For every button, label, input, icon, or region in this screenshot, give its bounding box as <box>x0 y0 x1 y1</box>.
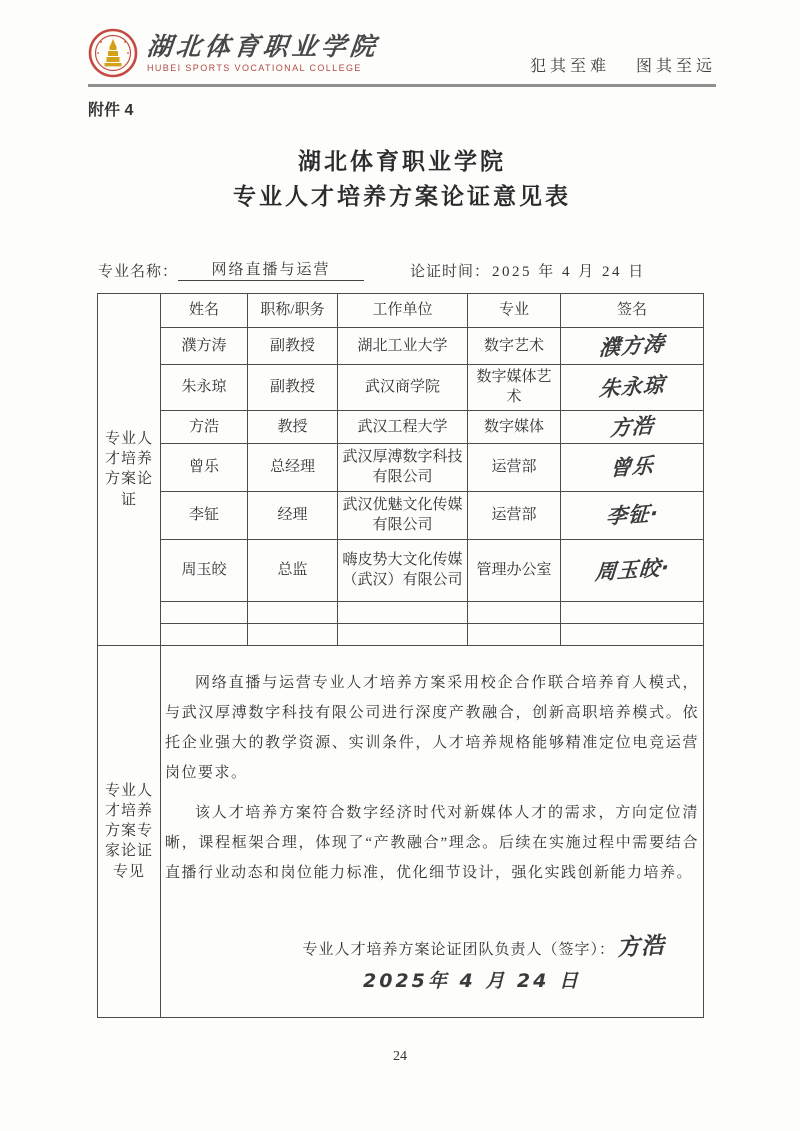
opinion-section-row <box>98 645 704 1017</box>
expert-org: 武汉商学院 <box>338 365 468 411</box>
table-row <box>98 443 704 491</box>
expert-org: 武汉厚溥数字科技有限公司 <box>338 443 468 491</box>
expert-org: 武汉优魅文化传媒有限公司 <box>338 491 468 539</box>
attachment-label: 附件 4 <box>88 102 134 119</box>
table-row <box>98 539 704 601</box>
section-label-opinion: 专业人才培养方案专家论证专见 <box>98 645 161 1017</box>
leader-label: 专业人才培养方案论证团队负责人（签字）： <box>302 942 615 958</box>
expert-name: 方浩 <box>161 410 248 443</box>
expert-major: 运营部 <box>468 491 561 539</box>
opinion-content <box>161 645 704 1017</box>
section-label-experts: 专业人才培养方案论证 <box>98 294 161 646</box>
expert-org: 武汉工程大学 <box>338 410 468 443</box>
expert-major: 数字媒体 <box>468 410 561 443</box>
expert-title: 副教授 <box>248 365 338 411</box>
expert-name: 濮方涛 <box>161 328 248 365</box>
expert-name: 李钲 <box>161 491 248 539</box>
expert-major: 运营部 <box>468 443 561 491</box>
meta-line <box>98 258 716 281</box>
review-time-value: 2025 年 4 月 24 日 <box>492 264 646 280</box>
expert-org: 嗨皮势大文化传媒（武汉）有限公司 <box>338 539 468 601</box>
expert-signature: 方浩 <box>561 410 704 443</box>
college-name-block <box>147 33 379 74</box>
table-row-empty <box>98 623 704 645</box>
college-logo <box>88 28 379 78</box>
review-time <box>410 260 646 281</box>
major-name-value: 网络直播与运营 <box>178 258 364 281</box>
expert-signature: 曾乐 <box>561 443 704 491</box>
expert-major: 数字媒体艺术 <box>468 365 561 411</box>
opinion-paragraph-2: 该人才培养方案符合数字经济时代对新媒体人才的需求，方向定位清晰，课程框架合理，体现了“产教融合”理念。后续在实施过程中需要结合直播行业动态和岗位能力标准，优化细节设计，强化实践创新能力培养。 <box>165 805 699 881</box>
expert-signature: 濮方涛 <box>561 328 704 365</box>
major-name-label: 专业名称： <box>98 264 179 280</box>
table-row <box>98 410 704 443</box>
motto-left: 犯其至难 <box>529 58 610 75</box>
college-name-cn: 湖北体育职业学院 <box>145 31 381 61</box>
expert-name: 周玉皎 <box>161 539 248 601</box>
expert-title: 总监 <box>248 539 338 601</box>
page-number: 24 <box>393 1049 407 1064</box>
leader-signature-line <box>165 932 699 963</box>
college-emblem-icon <box>88 28 138 78</box>
col-header-major: 专业 <box>468 294 561 328</box>
college-motto <box>530 53 716 78</box>
col-header-sign: 签名 <box>561 294 704 328</box>
opinion-paragraph-1: 网络直播与运营专业人才培养方案采用校企合作联合培养育人模式，与武汉厚溥数字科技有限公司进行深度产教融合，创新高职培养模式。依托企业强大的教学资源、实训条件，人才培养规格能够精准定位电竞运营岗位要求。 <box>165 675 699 781</box>
review-time-label: 论证时间： <box>410 264 491 280</box>
expert-title: 总经理 <box>248 443 338 491</box>
expert-signature: 周玉皎· <box>561 539 704 601</box>
page-header <box>88 28 716 87</box>
expert-major: 管理办公室 <box>468 539 561 601</box>
document-title <box>88 144 716 214</box>
title-line-1: 湖北体育职业学院 <box>298 148 506 174</box>
review-form-table <box>97 293 704 1018</box>
col-header-org: 工作单位 <box>338 294 468 328</box>
expert-major: 数字艺术 <box>468 328 561 365</box>
expert-signature: 李钲· <box>561 491 704 539</box>
expert-title: 副教授 <box>248 328 338 365</box>
expert-title: 教授 <box>248 410 338 443</box>
expert-signature: 朱永琼 <box>561 365 704 411</box>
expert-name: 曾乐 <box>161 443 248 491</box>
table-row <box>98 491 704 539</box>
handwritten-date: 2025年 4 月 24 日 <box>362 970 581 993</box>
expert-org: 湖北工业大学 <box>338 328 468 365</box>
table-row <box>98 365 704 411</box>
expert-name: 朱永琼 <box>161 365 248 411</box>
col-header-title: 职称/职务 <box>248 294 338 328</box>
expert-title: 经理 <box>248 491 338 539</box>
table-row <box>98 328 704 365</box>
motto-right: 图其至远 <box>635 58 716 75</box>
col-header-name: 姓名 <box>161 294 248 328</box>
college-name-en: HUBEI SPORTS VOCATIONAL COLLEGE <box>147 63 362 74</box>
title-line-2: 专业人才培养方案论证意见表 <box>233 183 571 209</box>
table-row-empty <box>98 601 704 623</box>
leader-signature: 方浩 <box>616 932 666 962</box>
